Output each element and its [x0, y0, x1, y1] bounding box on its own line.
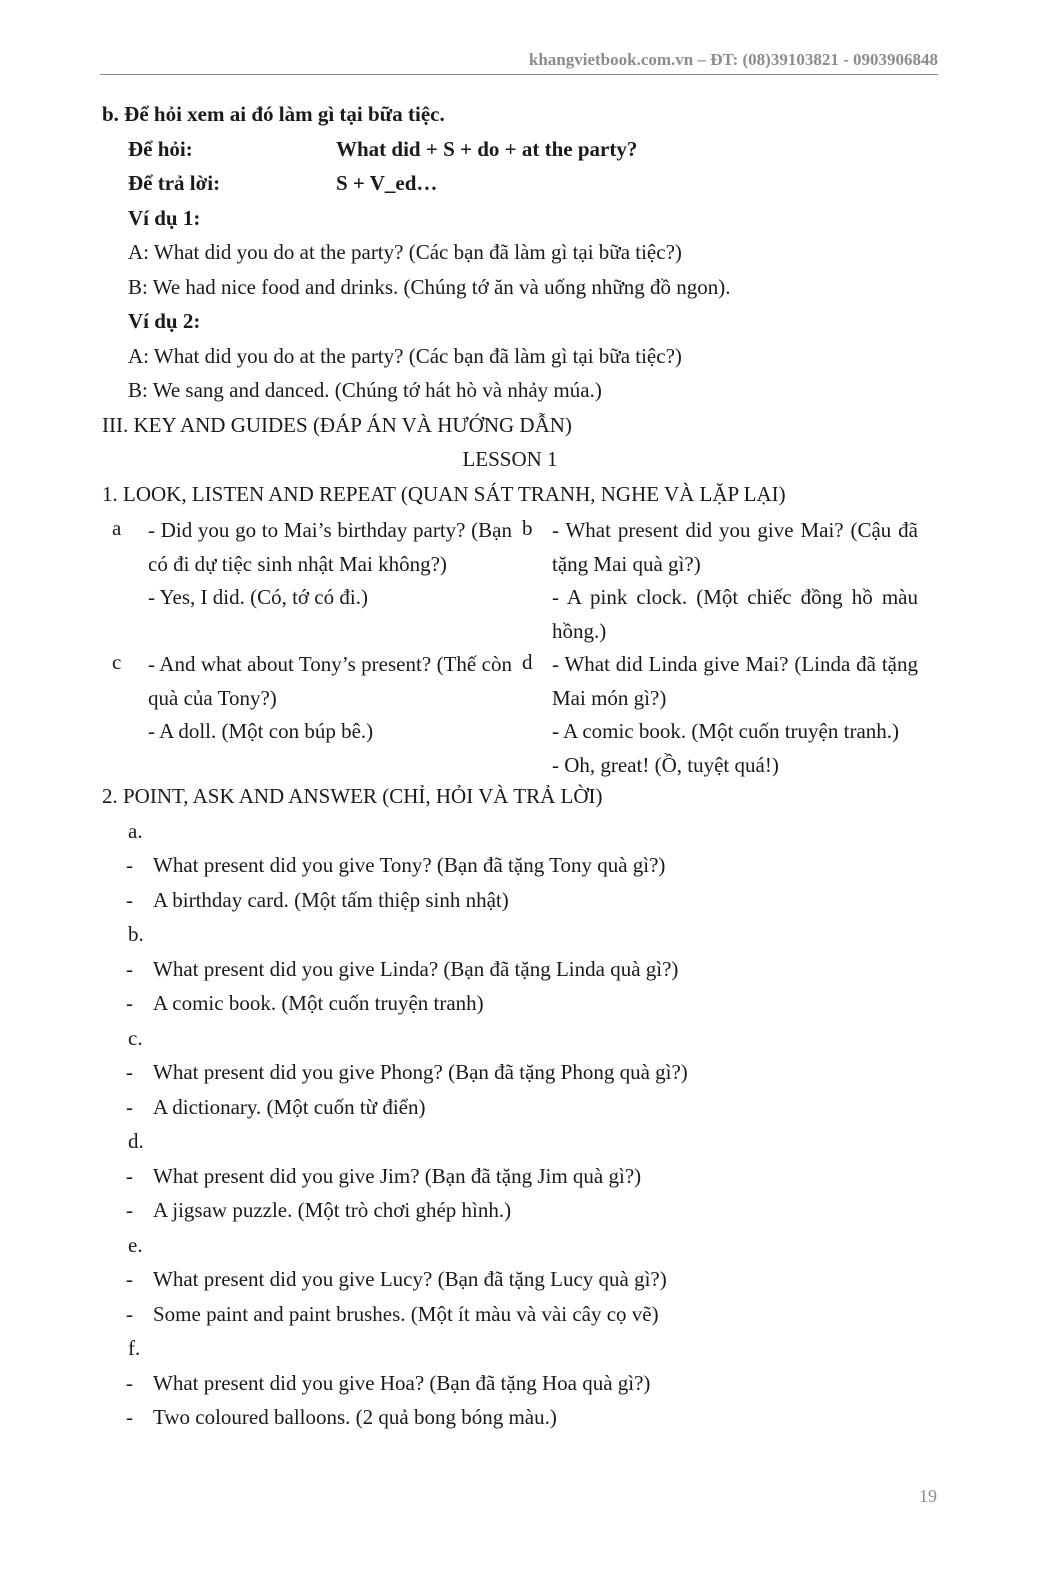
example-2-question: A: What did you do at the party? (Các bạn đã làm gì tại bữa tiệc?)	[128, 343, 682, 368]
ask-label: Để hỏi:	[128, 136, 193, 161]
dialogue-letter: a	[112, 516, 122, 540]
example-1-answer: B: We had nice food and drinks. (Chúng tớ ăn và uống những đồ ngon).	[128, 274, 731, 299]
dash: -	[126, 887, 133, 912]
lesson-title: LESSON 1	[462, 447, 558, 471]
item-letter: d.	[128, 1129, 144, 1153]
item-answer: Two coloured balloons. (2 quả bong bóng màu.)	[153, 1405, 557, 1429]
dialogue-cell-c	[148, 648, 512, 782]
item-question: What present did you give Phong? (Bạn đã tặng Phong quà gì?)	[153, 1060, 688, 1084]
part-2-title: 2. POINT, ASK AND ANSWER (CHỈ, HỎI VÀ TRẢ LỜI)	[102, 784, 603, 808]
dialogue-line: - Did you go to Mai’s birthday party? (Bạn có đi dự tiệc sinh nhật Mai không?)	[148, 518, 512, 576]
answer-row	[102, 169, 918, 204]
list-item	[102, 1162, 918, 1197]
dash: -	[126, 991, 133, 1015]
list-item	[102, 1300, 918, 1335]
item-answer: A birthday card. (Một tấm thiệp sinh nhật)	[153, 887, 509, 912]
dash: -	[126, 1094, 133, 1119]
part-1-title: 1. LOOK, LISTEN AND REPEAT (QUAN SÁT TRANH, NGHE VÀ LẶP LẠI)	[102, 481, 786, 506]
dash: -	[126, 1301, 133, 1326]
dash: -	[126, 1198, 133, 1222]
dialogue-cell-a	[148, 514, 512, 648]
list-item	[102, 1403, 918, 1438]
example-1-question: A: What did you do at the party? (Các bạn đã làm gì tại bữa tiệc?)	[128, 240, 682, 264]
list-item	[102, 851, 918, 886]
section-3-title: III. KEY AND GUIDES (ĐÁP ÁN VÀ HƯỚNG DẪN)	[102, 412, 572, 437]
item-question: What present did you give Hoa? (Bạn đã tặng Hoa quà gì?)	[153, 1370, 651, 1395]
dash: -	[126, 1405, 133, 1429]
dash: -	[126, 1163, 133, 1188]
item-answer: A jigsaw puzzle. (Một trò chơi ghép hình.)	[153, 1198, 512, 1222]
dialogue-line: - And what about Tony’s present? (Thế còn quà của Tony?)	[148, 652, 512, 710]
item-letter: a.	[128, 818, 143, 843]
answer-label: Để trả lời:	[128, 171, 221, 195]
dialogue-letter: b	[522, 516, 533, 540]
dialogue-line: - A pink clock. (Một chiếc đồng hồ màu hồng.)	[552, 585, 918, 643]
example-2-label: Ví dụ 2:	[128, 309, 201, 333]
ask-row	[102, 135, 918, 170]
section-b-title: b. Để hỏi xem ai đó làm gì tại bữa tiệc.	[102, 102, 445, 126]
list-item	[102, 1058, 918, 1093]
dialogue-line: - A doll. (Một con búp bê.)	[148, 719, 374, 743]
item-letter: b.	[128, 922, 144, 946]
list-item	[102, 955, 918, 990]
example-2-answer: B: We sang and danced. (Chúng tớ hát hò và nhảy múa.)	[128, 378, 602, 402]
dialogue-line: - What did Linda give Mai? (Linda đã tặng Mai món gì?)	[552, 652, 918, 710]
list-item	[102, 886, 918, 921]
dialogue-cell-b	[552, 514, 918, 648]
dash: -	[126, 1267, 133, 1291]
list-item	[102, 989, 918, 1024]
dash: -	[126, 1060, 133, 1084]
dash: -	[126, 1370, 133, 1395]
ask-value: What did + S + do + at the party?	[336, 136, 638, 161]
item-answer: A comic book. (Một cuốn truyện tranh)	[153, 991, 484, 1015]
dialogue-letter: c	[112, 650, 122, 674]
list-item	[102, 1093, 918, 1128]
dialogue-line: - Yes, I did. (Có, tớ có đi.)	[148, 585, 368, 609]
item-letter: e.	[128, 1232, 143, 1257]
list-item	[102, 1265, 918, 1300]
item-question: What present did you give Jim? (Bạn đã tặng Jim quà gì?)	[153, 1163, 642, 1188]
dash: -	[126, 956, 133, 981]
dialogue-letter: d	[522, 650, 533, 674]
dialogue-line: - Oh, great! (Ồ, tuyệt quá!)	[552, 752, 779, 777]
item-answer: Some paint and paint brushes. (Một ít màu và vài cây cọ vẽ)	[153, 1301, 659, 1326]
dialogue-cell-d	[552, 648, 918, 782]
item-question: What present did you give Tony? (Bạn đã tặng Tony quà gì?)	[153, 853, 666, 877]
item-question: What present did you give Linda? (Bạn đã tặng Linda quà gì?)	[153, 956, 679, 981]
dialogue-line: - What present did you give Mai? (Cậu đã tặng Mai quà gì?)	[552, 518, 918, 576]
item-letter: c.	[128, 1025, 143, 1050]
page-number: 19	[919, 1486, 937, 1506]
page-content	[102, 100, 918, 1438]
example-1-label: Ví dụ 1:	[128, 205, 201, 230]
item-question: What present did you give Lucy? (Bạn đã tặng Lucy quà gì?)	[153, 1267, 667, 1291]
page-header: khangvietbook.com.vn – ĐT: (08)39103821 - 0903906848	[100, 50, 938, 75]
item-answer: A dictionary. (Một cuốn từ điển)	[153, 1094, 426, 1119]
dialogue-line: - A comic book. (Một cuốn truyện tranh.)	[552, 719, 900, 743]
list-item	[102, 1196, 918, 1231]
dash: -	[126, 853, 133, 877]
list-item	[102, 1369, 918, 1404]
dialogue-grid	[102, 514, 918, 782]
item-letter: f.	[128, 1336, 141, 1360]
answer-value: S + V_ed…	[336, 171, 438, 195]
